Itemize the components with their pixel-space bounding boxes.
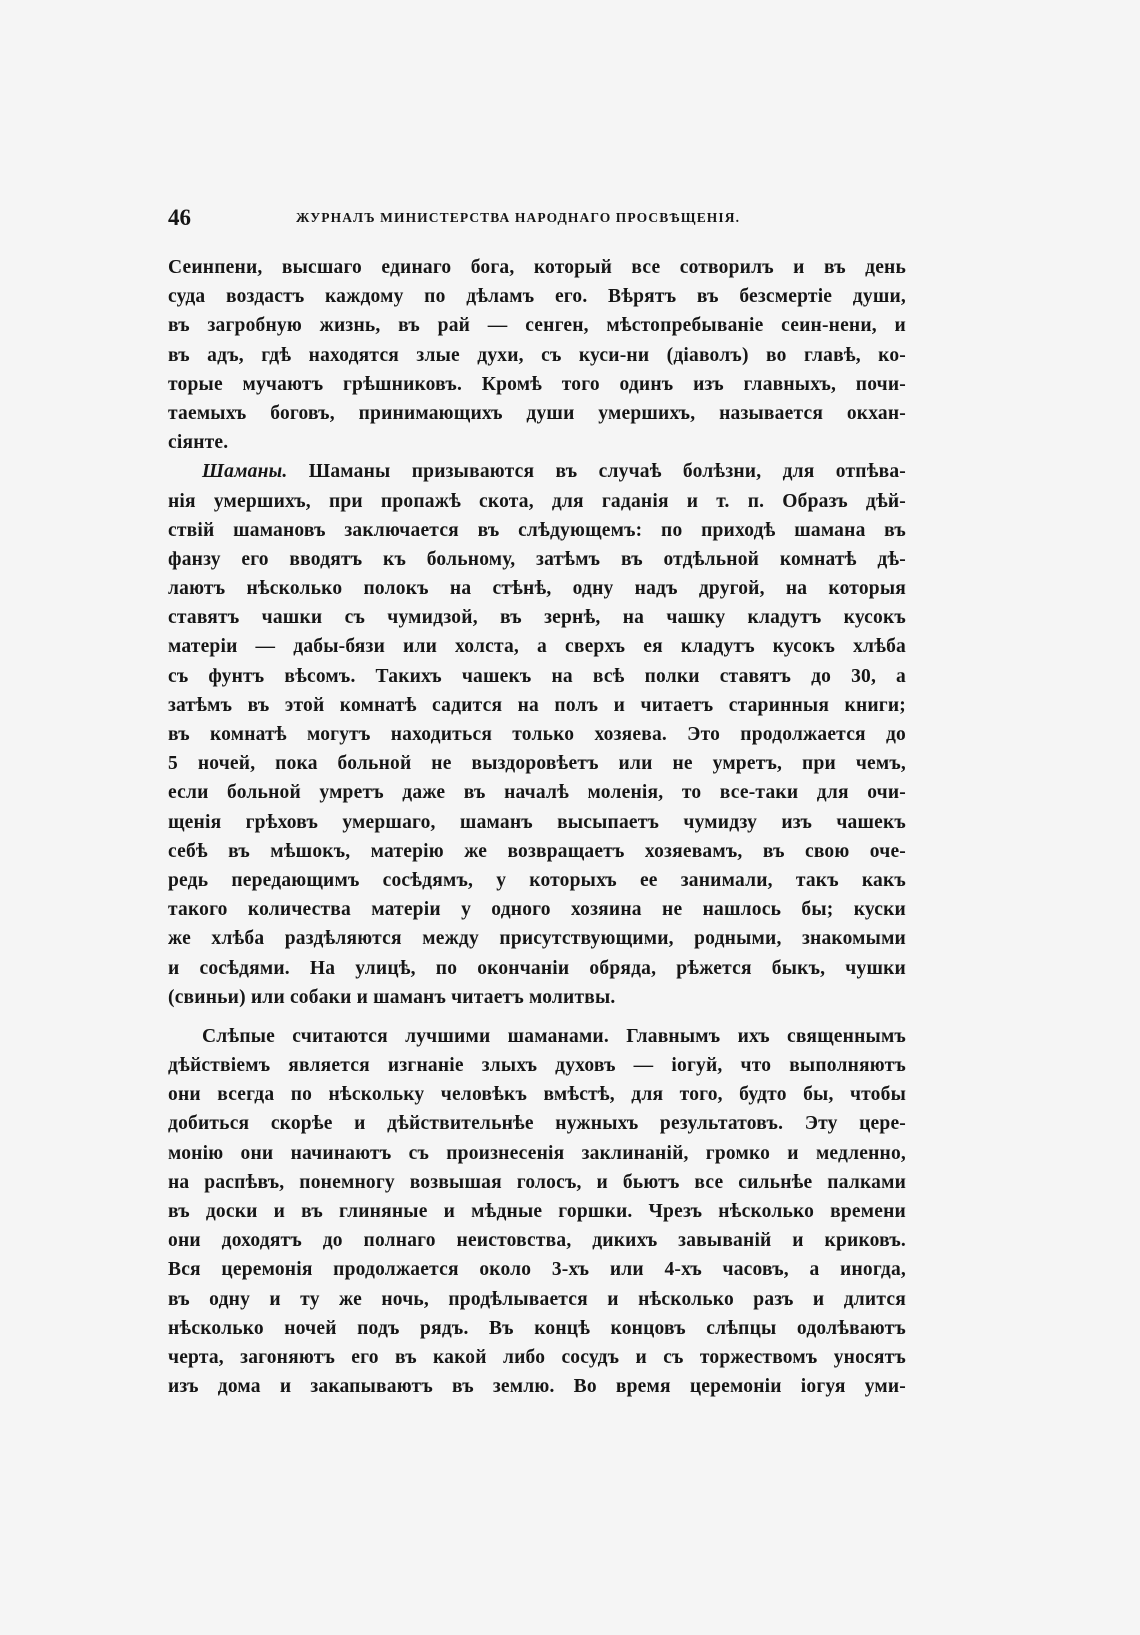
text-line: съ фунтъ вѣсомъ. Такихъ чашекъ на всѣ полки ставятъ до 30, а xyxy=(168,665,906,687)
text-line: фанзу его вводятъ къ больному, затѣмъ въ отдѣльной комнатѣ дѣ- xyxy=(168,548,906,570)
text-line: суда воздастъ каждому по дѣламъ его. Вѣрятъ въ безсмертіе души, xyxy=(168,286,906,308)
text-line: себѣ въ мѣшокъ, матерію же возвращаетъ хозяевамъ, въ свою оче- xyxy=(168,840,906,862)
text-line: и сосѣдями. На улицѣ, по окончаніи обряда, рѣжется быкъ, чушки xyxy=(168,957,906,979)
text-line: черта, загоняютъ его въ какой либо сосудъ и съ торжествомъ уносятъ xyxy=(168,1346,906,1368)
text-line: щенія грѣховъ умершаго, шаманъ высыпаетъ чумидзу изъ чашекъ xyxy=(168,811,906,833)
text-line: монію они начинаютъ съ произнесенія заклинаній, громко и медленно, xyxy=(168,1142,906,1164)
body-text xyxy=(168,253,906,1401)
text-line: на распѣвъ, понемногу возвышая голосъ, и бьютъ все сильнѣе палками xyxy=(168,1171,906,1193)
text-line: въ комнатѣ могутъ находиться только хозяева. Это продолжается до xyxy=(168,724,906,745)
text-line: ствій шамановъ заключается въ слѣдующемъ: по приходѣ шамана въ xyxy=(168,519,906,541)
text-line: добиться скорѣе и дѣйствительнѣе нужныхъ результатовъ. Эту цере- xyxy=(168,1113,906,1135)
paragraph-gap xyxy=(168,1012,906,1022)
text-line: нія умершихъ, при пропажѣ скота, для гаданія и т. п. Образъ дѣй- xyxy=(168,490,906,512)
text-line: въ адъ, гдѣ находятся злые духи, съ куси-ни (діаволъ) во главѣ, ко- xyxy=(168,344,906,366)
text-line xyxy=(168,457,906,486)
text-line: въ доски и въ глиняные и мѣдные горшки. Чрезъ нѣсколько времени xyxy=(168,1201,906,1222)
text-span: Шаманы призываются въ случаѣ болѣзни, для отпѣва- xyxy=(308,461,906,483)
text-line: они доходятъ до полнаго неистовства, дикихъ завываній и криковъ. xyxy=(168,1230,906,1252)
text-line: матеріи — дабы-бязи или холста, а сверхъ ея кладутъ кусокъ хлѣба xyxy=(168,636,906,658)
text-line: дѣйствіемъ является изгнаніе злыхъ духовъ — іогуй, что выполняютъ xyxy=(168,1055,906,1077)
text-line: Сеинпени, высшаго единаго бога, который все сотворилъ и въ день xyxy=(168,257,906,278)
text-line: такого количества матеріи у одного хозяина не нашлось бы; куски xyxy=(168,899,906,921)
paragraph-1 xyxy=(168,253,906,457)
page-header xyxy=(168,203,906,233)
text-line: нѣсколько ночей подъ рядъ. Въ концѣ концовъ слѣпцы одолѣваютъ xyxy=(168,1317,906,1339)
text-line: таемыхъ боговъ, принимающихъ души умершихъ, называется окхан- xyxy=(168,402,906,424)
text-line: ставятъ чашки съ чумидзой, въ зернѣ, на чашку кладутъ кусокъ xyxy=(168,607,906,629)
text-line: сіянте. xyxy=(168,432,229,454)
text-line: Слѣпые считаются лучшими шаманами. Главнымъ ихъ священнымъ xyxy=(202,1025,906,1047)
text-line: въ одну и ту же ночь, продѣлывается и нѣсколько разъ и длится xyxy=(168,1288,906,1310)
section-lead: Шаманы. xyxy=(202,461,288,483)
text-line: торые мучаютъ грѣшниковъ. Кромѣ того одинъ изъ главныхъ, почи- xyxy=(168,373,906,395)
text-line: (свиньи) или собаки и шаманъ читаетъ молитвы. xyxy=(168,986,616,1008)
text-line: затѣмъ въ этой комнатѣ садится на полъ и читаетъ старинныя книги; xyxy=(168,694,906,716)
running-title: ЖУРНАЛЪ МИНИСТЕРСТВА НАРОДНАГО ПРОСВѢЩЕНІЯ. xyxy=(296,210,741,225)
text-line: же хлѣба раздѣляются между присутствующими, родными, знакомыми xyxy=(168,928,906,950)
text-line: изъ дома и закапываютъ въ землю. Во время церемоніи іогуя уми- xyxy=(168,1376,906,1398)
text-line: лаютъ нѣсколько полокъ на стѣнѣ, одну надъ другой, на которыя xyxy=(168,578,906,600)
page-number: 46 xyxy=(168,205,191,230)
paragraph-3 xyxy=(168,1022,906,1401)
paragraph-2 xyxy=(168,457,906,1012)
text-line: редь передающимъ сосѣдямъ, у которыхъ ее занимали, такъ какъ xyxy=(168,869,906,891)
text-line: въ загробную жизнь, въ рай — сенген, мѣстопребываніе сеин-нени, и xyxy=(168,315,906,337)
text-line: Вся церемонія продолжается около 3-хъ или 4-хъ часовъ, а иногда, xyxy=(168,1259,906,1281)
text-line: они всегда по нѣскольку человѣкъ вмѣстѣ, для того, будто бы, чтобы xyxy=(168,1084,906,1106)
text-line: 5 ночей, пока больной не выздоровѣетъ или не умретъ, при чемъ, xyxy=(168,753,906,775)
text-line: если больной умретъ даже въ началѣ моленія, то все-таки для очи- xyxy=(168,782,906,804)
